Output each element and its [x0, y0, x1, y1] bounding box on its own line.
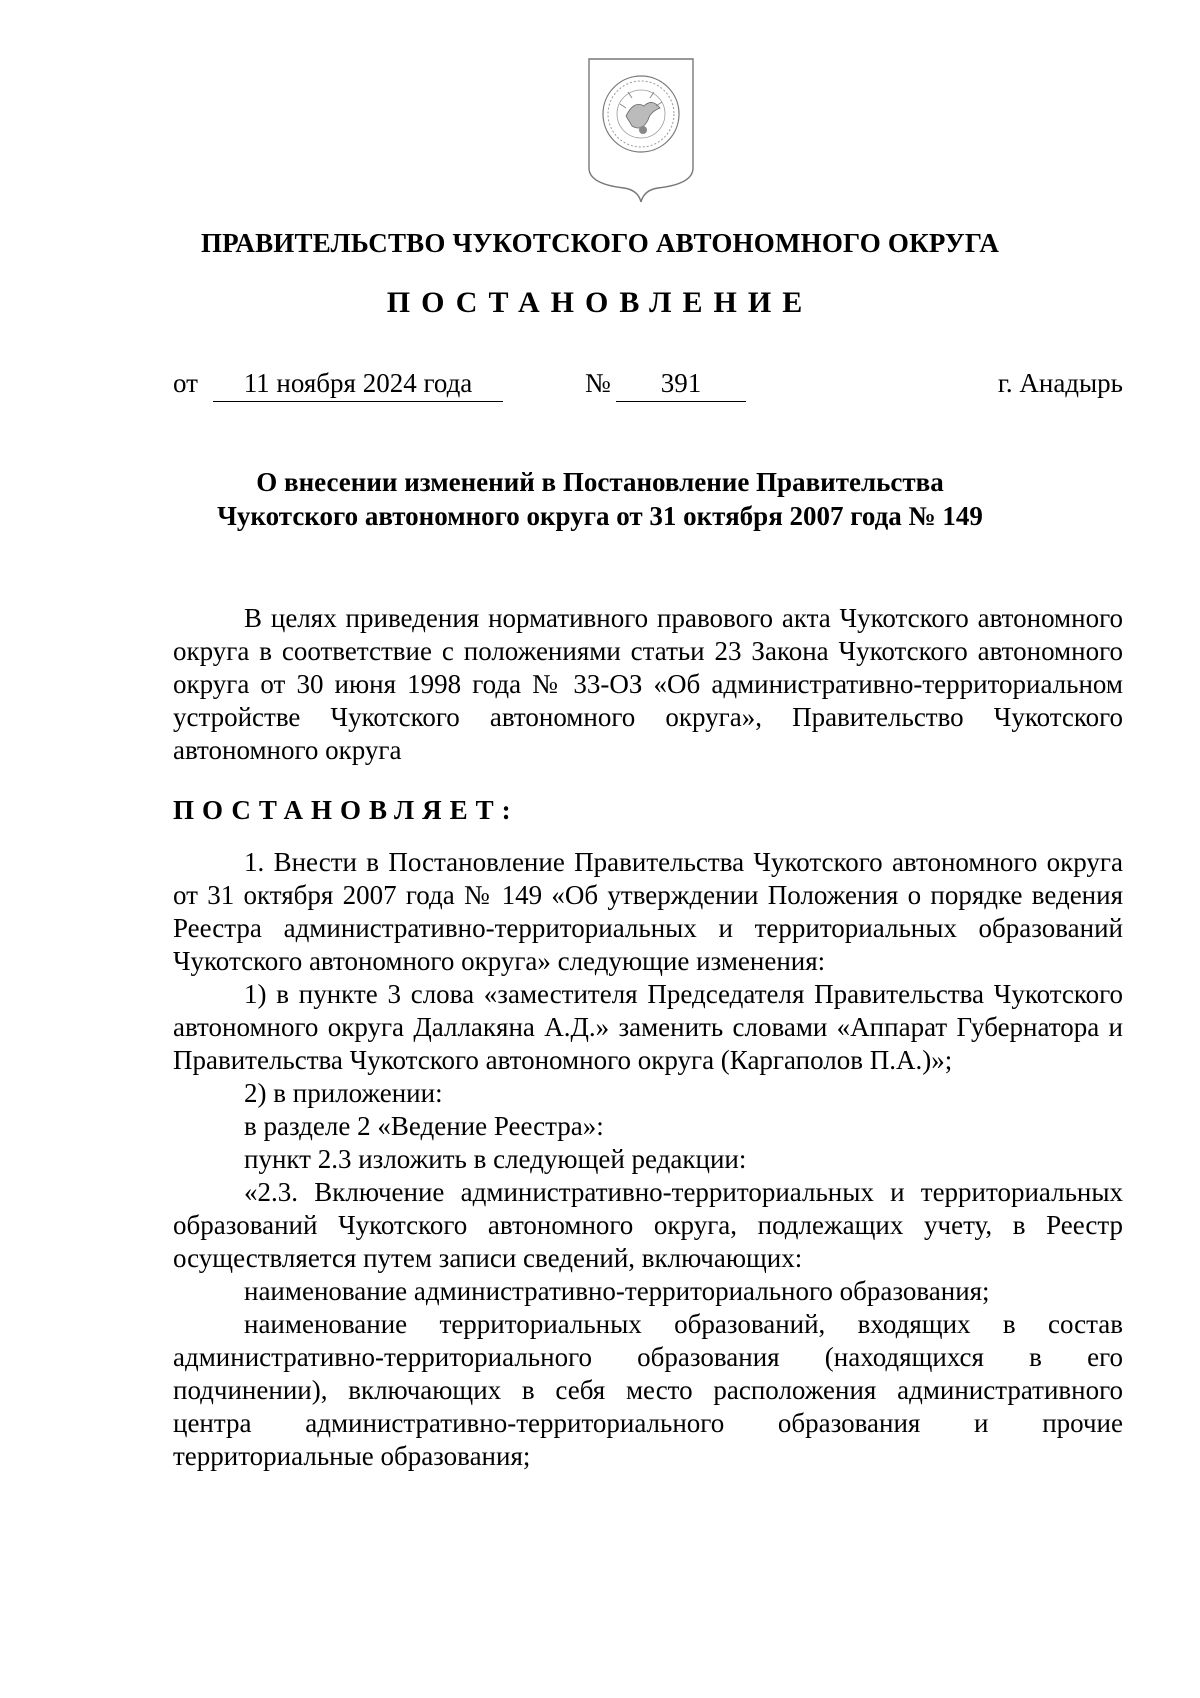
document-city: г. Анадырь: [997, 368, 1123, 398]
body-paragraph-2: 1) в пункте 3 слова «заместителя Председателя Правительства Чукотского автономного округа Даллакяна А.Д.» заменить словами «Аппарат Губернатора и Правительства Чукотского автономного округа (Каргаполов П.А.)»;: [173, 979, 1123, 1075]
body-block: [173, 846, 1123, 1473]
document-number: 391: [616, 368, 746, 402]
number-sign: №: [585, 368, 611, 398]
subject-line-1: О внесении изменений в Постановление Правительства: [256, 467, 944, 497]
coat-of-arms-emblem: [586, 56, 696, 204]
document-meta-row: [173, 368, 1123, 408]
body-paragraph-8: наименование территориальных образований, входящих в состав административно-территориального образования (находящихся в его подчинении), включающих в себя место расположения административного центра административно-территориального образования и прочие территориальные образования;: [173, 1309, 1123, 1471]
body-paragraph-4: в разделе 2 «Ведение Реестра»:: [244, 1111, 604, 1141]
government-title: ПРАВИТЕЛЬСТВО ЧУКОТСКОГО АВТОНОМНОГО ОКРУГА: [200, 228, 1000, 258]
decree-heading: ПОСТАНОВЛЯЕТ:: [173, 795, 519, 825]
body-paragraph-5: пункт 2.3 изложить в следующей редакции:: [244, 1144, 747, 1174]
body-paragraph-3: 2) в приложении:: [244, 1078, 443, 1108]
preamble-block: [173, 602, 1123, 767]
document-subject: [0, 465, 1200, 533]
document-date: 11 ноября 2024 года: [213, 368, 503, 402]
preamble-paragraph: В целях приведения нормативного правового акта Чукотского автономного округа в соответствие с положениями статьи 23 Закона Чукотского автономного округа от 30 июня 1998 года № 33-ОЗ «Об административно-территориальном устройстве Чукотского автономного округа», Правительство Чукотского автономного округа: [173, 603, 1123, 765]
body-paragraph-1: 1. Внести в Постановление Правительства Чукотского автономного округа от 31 октября 2007 года № 149 «Об утверждении Положения о порядке ведения Реестра административно-территориальных и территориальных образований Чукотского автономного округа» следующие изменения:: [173, 847, 1123, 976]
body-paragraph-6: «2.3. Включение административно-территориальных и территориальных образований Чукотского автономного округа, подлежащих учету, в Реестр осуществляется путем записи сведений, включающих:: [173, 1177, 1123, 1273]
date-prefix: от: [173, 368, 198, 398]
body-paragraph-7: наименование административно-территориального образования;: [244, 1276, 990, 1306]
subject-line-2: Чукотского автономного округа от 31 октября 2007 года № 149: [217, 501, 983, 531]
document-type-title: ПОСТАНОВЛЕНИЕ: [386, 286, 814, 319]
